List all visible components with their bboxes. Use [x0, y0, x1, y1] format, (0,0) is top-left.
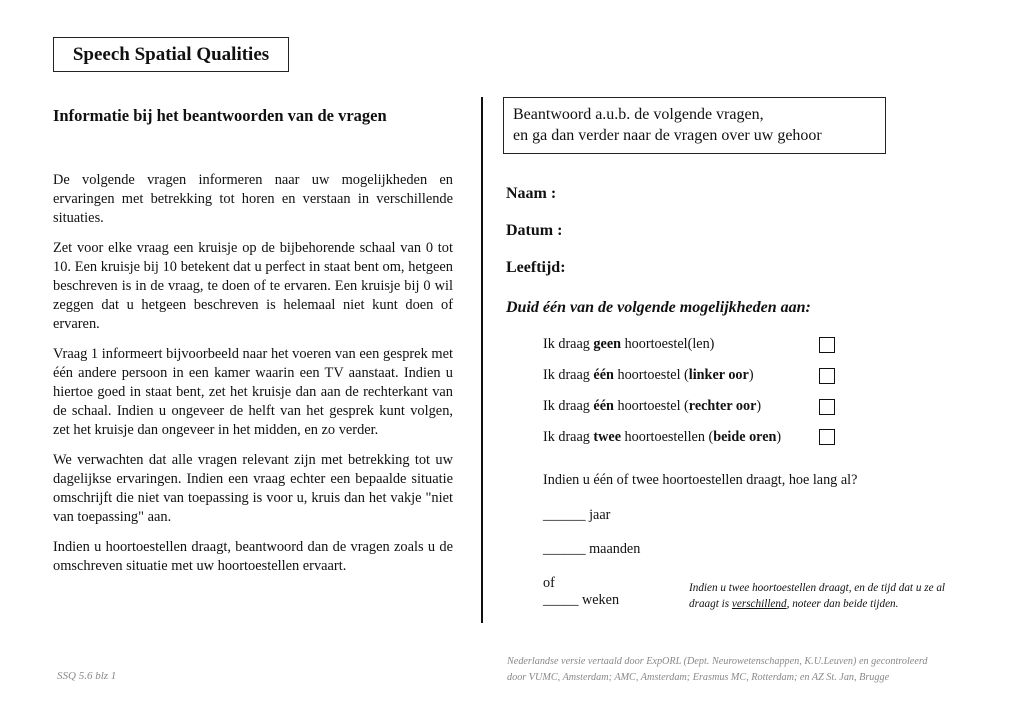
- weeks-field[interactable]: _____ weken: [543, 592, 620, 608]
- left-heading: Informatie bij het beantwoorden van de vragen: [53, 106, 387, 125]
- option-text: ): [756, 398, 762, 414]
- option-text: ): [748, 367, 754, 383]
- checkbox-right-ear[interactable]: [819, 399, 835, 415]
- paragraph-4: We verwachten dat alle vragen relevant zijn met betrekking tot uw dagelijkse ervaringen. Indien een vraag echter een bepaalde situatie omschrijft die niet van toepassing is voor u, kruis dan het vakje "niet van toepassing" aan.: [53, 452, 453, 525]
- option-emphasis: rechter oor: [688, 398, 757, 414]
- answer-instruction-box: [503, 97, 886, 154]
- page-title: Speech Spatial Qualities: [53, 37, 289, 72]
- checkbox-both-ears[interactable]: [819, 429, 835, 445]
- option-text: ): [776, 429, 782, 445]
- note-text: Indien u twee hoortoestellen draagt, en de tijd dat u ze al draagt is: [689, 582, 946, 610]
- option-text: Ik draag: [543, 429, 594, 445]
- note-underlined: verschillend: [731, 598, 787, 610]
- option-text: Ik draag: [543, 367, 594, 383]
- option-text: Ik draag: [543, 336, 594, 352]
- option-text: hoortoestel (: [613, 367, 689, 383]
- option-both-ears: [543, 429, 781, 446]
- option-emphasis: geen: [593, 336, 622, 352]
- answer-box-line-2: en ga dan verder naar de vragen over uw gehoor: [513, 127, 822, 144]
- credit-line-1: Nederlandse versie vertaald door ExpORL (Dept. Neurowetenschappen, K.U.Leuven) en gecontroleerd: [507, 656, 928, 667]
- option-emphasis: één: [593, 398, 614, 414]
- option-emphasis: beide oren: [713, 429, 777, 445]
- paragraph-2: Zet voor elke vraag een kruisje op de bijbehorende schaal van 0 tot 10. Een kruisje bij 10 betekent dat u perfect in staat bent om, hetgeen beschreven is in de vraag, te doen of te ervaren. Een kruisje bij 0 wil zeggen dat u hetgeen beschreven is helemaal niet kunt doen of ervaren.: [53, 240, 453, 332]
- or-label: of: [543, 575, 555, 591]
- months-field[interactable]: ______ maanden: [543, 541, 641, 557]
- paragraph-5: Indien u hoortoestellen draagt, beantwoord dan de vragen zoals u de omschreven situatie met uw hoortoestellen ervaart.: [53, 539, 453, 574]
- page-number: SSQ 5.6 blz 1: [57, 670, 117, 682]
- column-divider: [481, 97, 483, 623]
- option-emphasis: één: [593, 367, 614, 383]
- option-emphasis: twee: [593, 429, 621, 445]
- checkbox-left-ear[interactable]: [819, 368, 835, 384]
- note-text: , noteer dan beide tijden.: [786, 598, 899, 610]
- option-left-ear: [543, 367, 754, 384]
- duration-note: [689, 580, 969, 612]
- paragraph-3: Vraag 1 informeert bijvoorbeeld naar het voeren van een gesprek met één andere persoon in een kamer waarin een TV aanstaat. Indien u hiertoe goed in staat bent, zet het kruisje dan aan de rechterkant van de schaal. Indien u ongeveer de helft van het gesprek kunt volgen, zet het kruisje dan ongeveer in het midden, en zo verder.: [53, 346, 453, 438]
- option-right-ear: [543, 398, 761, 415]
- years-field[interactable]: ______ jaar: [543, 507, 611, 523]
- age-label: Leeftijd:: [506, 259, 566, 276]
- duration-question: Indien u één of twee hoortoestellen draagt, hoe lang al?: [543, 472, 858, 488]
- option-text: hoortoestellen (: [621, 429, 714, 445]
- option-text: hoortoestel(len): [621, 336, 715, 352]
- translation-credit: [507, 654, 928, 686]
- paragraph-1: De volgende vragen informeren naar uw mogelijkheden en ervaringen met betrekking tot horen en verstaan in verschillende situaties.: [53, 172, 453, 226]
- option-text: Ik draag: [543, 398, 594, 414]
- option-text: hoortoestel (: [613, 398, 689, 414]
- answer-box-line-1: Beantwoord a.u.b. de volgende vragen,: [513, 106, 764, 123]
- option-no-hearing-aid: [543, 336, 714, 353]
- instructions-text: [53, 171, 453, 587]
- checkbox-no-hearing-aid[interactable]: [819, 337, 835, 353]
- name-label: Naam :: [506, 185, 557, 202]
- option-emphasis: linker oor: [688, 367, 749, 383]
- date-label: Datum :: [506, 222, 563, 239]
- credit-line-2: door VUMC, Amsterdam; AMC, Amsterdam; Erasmus MC, Rotterdam; en AZ St. Jan, Brugge: [507, 672, 890, 683]
- choice-instruction: Duid één van de volgende mogelijkheden aan:: [506, 299, 811, 316]
